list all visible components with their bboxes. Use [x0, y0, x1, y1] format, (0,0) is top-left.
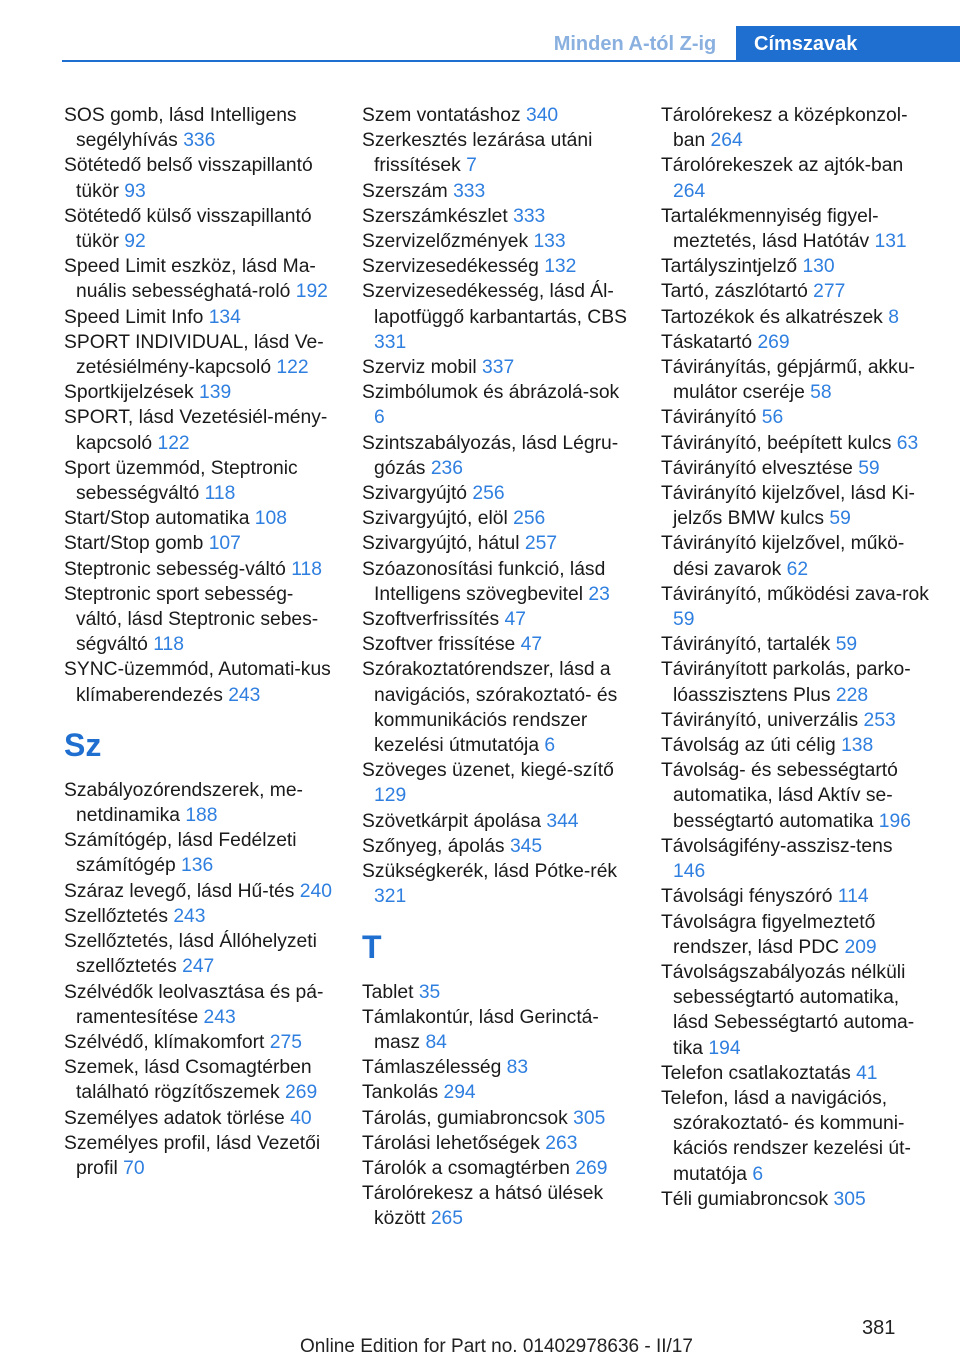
index-term: Tárolás, gumiabroncsok: [362, 1107, 568, 1129]
page-reference-link[interactable]: 236: [430, 457, 463, 479]
index-term: Távirányító, tartalék: [661, 634, 831, 656]
page-reference-link[interactable]: 305: [833, 1188, 866, 1210]
index-term: Szivargyújtó: [362, 483, 468, 505]
index-term: Távirányító elvesztése: [661, 457, 853, 479]
index-term: Sportkijelzések: [64, 382, 194, 404]
index-term: Téli gumiabroncsok: [661, 1188, 829, 1210]
page-reference-link[interactable]: 194: [708, 1037, 741, 1059]
header-section-title: Minden A-tól Z-ig: [553, 33, 717, 55]
page-reference-link[interactable]: 333: [453, 180, 486, 202]
index-term: Tartozékok és alkatrészek: [661, 306, 883, 328]
page-reference-link[interactable]: 122: [276, 357, 309, 379]
index-entry: [64, 204, 336, 254]
index-term: Szemek, lásd Csomagtérben található rögzítőszemek: [64, 1057, 312, 1104]
index-entry: [64, 557, 336, 582]
page-reference-link[interactable]: 118: [291, 558, 322, 580]
index-term: Telefon csatlakoztatás: [661, 1062, 851, 1084]
index-term: Szellőztetés, lásd Állóhelyzeti szellőztetés: [64, 931, 317, 978]
index-term: Szoftverfrissítés: [362, 609, 500, 631]
index-term: Távirányított parkolás, parko-lóasszisztens Plus: [661, 659, 911, 706]
index-term: Szőnyeg, ápolás: [362, 835, 505, 857]
index-term: Táskatartó: [661, 331, 753, 353]
index-entry: [661, 733, 929, 758]
page-reference-link[interactable]: 47: [520, 634, 543, 656]
index-term: Tárolórekesz a hátsó ülések között: [362, 1183, 604, 1230]
page-reference-link[interactable]: 59: [829, 508, 851, 530]
index-term: Távirányító kijelzővel, műkö-dési zavarok: [661, 533, 905, 580]
page-reference-link[interactable]: 131: [874, 231, 907, 253]
index-entry: [64, 380, 336, 405]
page-reference-link[interactable]: 305: [573, 1107, 606, 1129]
page-reference-link[interactable]: 340: [525, 105, 559, 126]
index-entry: [661, 254, 929, 279]
index-term: Távolságifény-asszisz-tens: [661, 835, 893, 857]
page-reference-link[interactable]: 269: [757, 331, 790, 353]
page-reference-link[interactable]: 136: [181, 855, 214, 877]
index-entry: [661, 834, 929, 884]
index-term: Távolság az úti célig: [661, 735, 836, 757]
page-reference-link[interactable]: 139: [199, 382, 232, 404]
index-term: Telefon, lásd a navigációs, szórakoztató- és kommuni-kációs rendszer kezelési út-mutatója: [661, 1087, 911, 1185]
index-term: Sport üzemmód, Steptronic sebességváltó: [64, 457, 298, 505]
index-entry: [362, 279, 634, 355]
index-entry: [362, 128, 634, 178]
page-reference-link[interactable]: 62: [786, 558, 809, 580]
index-term: Szervizesedékesség, lásd Ál-lapotfüggő karbantartás, CBS: [362, 281, 627, 328]
index-entry: [661, 204, 929, 254]
index-term: Távolság- és sebességtartó automatika, lásd Aktív se-bességtartó automatika: [661, 760, 898, 832]
index-entry: [661, 531, 929, 581]
index-entry: [661, 431, 929, 456]
page-number: 381: [862, 1317, 896, 1339]
page-reference-link[interactable]: 344: [546, 810, 579, 832]
index-term: Szerkesztés lezárása utáni frissítések: [362, 130, 593, 177]
index-letter-heading: Sz: [64, 726, 102, 763]
index-term: Távolságszabályozás nélküli sebességtartó automatika, lásd Sebességtartó automa-tika: [661, 961, 915, 1059]
page-reference-link[interactable]: 35: [418, 981, 441, 1003]
index-term: Szöveges üzenet, kiegé-szítő: [362, 760, 614, 782]
index-term: Távirányító: [661, 407, 757, 429]
page-reference-link[interactable]: 70: [123, 1157, 145, 1179]
index-entry: [362, 1080, 634, 1105]
page-reference-link[interactable]: 59: [673, 609, 695, 631]
index-term: Speed Limit eszköz, lásd Ma-nuális sebességhatá-roló: [64, 256, 316, 303]
page-reference-link[interactable]: 7: [466, 155, 477, 177]
index-term: Start/Stop automatika: [64, 508, 250, 530]
index-term: Szerviz mobil: [362, 357, 477, 379]
index-entry: [661, 153, 929, 203]
page-reference-link[interactable]: 192: [295, 281, 328, 303]
index-term: Távolsági fényszóró: [661, 886, 833, 908]
page-reference-link[interactable]: 40: [290, 1107, 312, 1129]
index-term: Szervizesedékesség: [362, 256, 539, 278]
page-reference-link[interactable]: 264: [673, 180, 706, 202]
index-term: Tankolás: [362, 1082, 439, 1104]
page-reference-link[interactable]: 138: [841, 735, 874, 757]
page-reference-link[interactable]: 58: [810, 382, 832, 404]
index-term: Személyes profil, lásd Vezetői profil: [64, 1132, 321, 1179]
index-entry: [64, 929, 336, 979]
index-entry: [661, 405, 929, 430]
index-entry: [64, 1030, 336, 1055]
index-term: Szerszám: [362, 180, 448, 202]
index-entry: [661, 708, 929, 733]
page-reference-link[interactable]: 118: [204, 483, 236, 505]
page-reference-link[interactable]: 47: [504, 609, 526, 631]
index-entry: [362, 531, 634, 556]
page-reference-link[interactable]: 118: [153, 634, 184, 656]
index-entry: [362, 809, 634, 834]
page-reference-link[interactable]: 92: [124, 231, 146, 253]
index-entry: [64, 879, 336, 904]
index-term: Szellőztetés: [64, 905, 168, 927]
page-reference-link[interactable]: 59: [858, 457, 880, 479]
index-entry: [64, 456, 336, 506]
index-term: Szóazonosítási funkció, lásd Intelligens szövegbevitel: [362, 558, 606, 605]
index-term: Személyes adatok törlése: [64, 1107, 285, 1129]
index-term: Számítógép, lásd Fedélzeti számítógép: [64, 830, 297, 877]
page-reference-link[interactable]: 132: [544, 256, 577, 278]
page-reference-link[interactable]: 228: [835, 684, 869, 706]
index-term: Tárolók a csomagtérben: [362, 1157, 570, 1179]
index-term: Szélvédők leolvasztása és pá-ramentesítése: [64, 981, 324, 1028]
index-term: SYNC-üzemmód, Automati-kus klímaberendezés: [64, 659, 331, 706]
page-reference-link[interactable]: 336: [183, 130, 216, 152]
index-entry: [362, 355, 634, 380]
index-entry: [362, 1005, 634, 1055]
index-term: Tartalékmennyiség figyel-meztetés, lásd Hatótáv: [661, 205, 879, 253]
index-term: Távirányító, működési zava-rok: [661, 583, 929, 605]
index-entry: [64, 980, 336, 1030]
page-reference-link[interactable]: 8: [888, 306, 899, 328]
page-reference-link[interactable]: 265: [430, 1208, 463, 1230]
page-reference-link[interactable]: 321: [374, 886, 407, 908]
index-entry: [362, 1131, 634, 1156]
page-reference-link[interactable]: 107: [208, 533, 241, 555]
index-entry: [362, 1156, 634, 1181]
index-entry: [362, 481, 634, 506]
index-term: Távirányítás, gépjármű, akku-mulátor cseréje: [661, 357, 915, 404]
index-entry: [362, 254, 634, 279]
page-reference-link[interactable]: 243: [228, 684, 261, 706]
index-term: Támlakontúr, lásd Gerinctá-masz: [362, 1006, 599, 1053]
index-entry: [362, 758, 634, 808]
page-reference-link[interactable]: 108: [254, 508, 287, 530]
index-entry: [362, 204, 634, 229]
page-reference-link[interactable]: 345: [509, 835, 543, 857]
index-entry: [661, 103, 929, 153]
index-term: Szabályozórendszerek, me-netdinamika: [64, 779, 303, 827]
index-term: Szoftver frissítése: [362, 634, 516, 656]
page-reference-link[interactable]: 294: [443, 1082, 476, 1104]
index-entry: [64, 153, 336, 203]
index-entry: [362, 980, 634, 1005]
page-reference-link[interactable]: 114: [837, 886, 869, 908]
index-entry: [362, 859, 634, 909]
index-term: Steptronic sport sebesség-váltó, lásd Steptronic sebes-ségváltó: [64, 583, 319, 656]
index-entry: [362, 557, 634, 607]
index-term: Távolságra figyelmeztető rendszer, lásd PDC: [661, 911, 876, 958]
index-entry: [661, 657, 929, 707]
index-entry: [64, 506, 336, 531]
page-reference-link[interactable]: 146: [673, 861, 706, 883]
page-reference-link[interactable]: 6: [374, 407, 385, 429]
index-entry: [362, 179, 634, 204]
index-entry: [661, 456, 929, 481]
index-term: Távirányító, beépített kulcs: [661, 432, 892, 454]
page-reference-link[interactable]: 196: [878, 810, 911, 832]
index-entry: [661, 1187, 929, 1212]
index-column-1: [64, 103, 336, 1181]
index-entry: [661, 1086, 929, 1187]
index-entry: [661, 481, 929, 531]
index-term: Sötétedő külső visszapillantó tükör: [64, 205, 312, 253]
index-entry: [661, 960, 929, 1061]
index-entry: [362, 1181, 634, 1231]
index-entry: [64, 103, 336, 153]
page-reference-link[interactable]: 83: [506, 1057, 529, 1079]
page-reference-link[interactable]: 263: [545, 1132, 578, 1154]
index-entry: [661, 279, 929, 304]
index-term: Steptronic sebesség-váltó: [64, 558, 286, 580]
index-entry: [661, 632, 929, 657]
index-term: Távirányító, univerzális: [661, 709, 859, 731]
page-reference-link[interactable]: 23: [588, 583, 610, 605]
page-reference-link[interactable]: 264: [710, 130, 743, 152]
page-reference-link[interactable]: 256: [513, 508, 546, 530]
index-term: Start/Stop gomb: [64, 533, 204, 555]
page-reference-link[interactable]: 243: [173, 905, 206, 927]
page-reference-link[interactable]: 269: [285, 1082, 318, 1104]
index-term: Tartályszintjelző: [661, 256, 798, 278]
index-term: Tartó, zászlótartó: [661, 281, 808, 303]
page-reference-link[interactable]: 337: [482, 357, 515, 379]
page-reference-link[interactable]: 63: [896, 432, 919, 454]
index-entry: [362, 229, 634, 254]
page-reference-link[interactable]: 240: [299, 880, 332, 902]
index-term: SPORT INDIVIDUAL, lásd Ve-zetésiélmény-kapcsoló: [64, 331, 324, 379]
index-entry: [64, 1131, 336, 1181]
index-entry: [362, 506, 634, 531]
page-reference-link[interactable]: 277: [813, 281, 846, 303]
index-entry: [362, 1106, 634, 1131]
index-term: SPORT, lásd Vezetésiél-mény-kapcsoló: [64, 407, 328, 454]
index-term: Száraz levegő, lásd Hű-tés: [64, 880, 295, 902]
index-entry: [64, 778, 336, 828]
page-reference-link[interactable]: 256: [472, 483, 505, 505]
index-entry: [362, 103, 634, 128]
index-entry: [661, 582, 929, 632]
index-term: Szivargyújtó, hátul: [362, 533, 520, 555]
index-entry: [362, 1055, 634, 1080]
index-entry: [64, 254, 336, 304]
index-term: Szivargyújtó, elöl: [362, 508, 508, 530]
index-term: Szem vontatáshoz: [362, 105, 521, 126]
index-entry: [64, 582, 336, 658]
page-reference-link[interactable]: 93: [124, 180, 146, 202]
page-reference-link[interactable]: 188: [185, 805, 218, 827]
index-entry: [362, 380, 634, 430]
index-entry: [362, 431, 634, 481]
index-letter-heading: T: [362, 928, 382, 965]
page-reference-link[interactable]: 133: [533, 231, 566, 253]
index-term: Szórakoztatórendszer, lásd a navigációs, szórakoztató- és kommunikációs rendszer kezelési útmutatója: [362, 659, 618, 757]
index-term: Szélvédő, klímakomfort: [64, 1031, 265, 1053]
index-entry: [64, 1106, 336, 1131]
page-reference-link[interactable]: 122: [157, 432, 190, 454]
index-entry: [362, 657, 634, 758]
page-reference-link[interactable]: 129: [374, 785, 407, 807]
page-reference-link[interactable]: 331: [374, 331, 407, 353]
footer-edition: Online Edition for Part no. 01402978636 - II/17: [300, 1336, 693, 1357]
page-reference-link[interactable]: 243: [203, 1006, 236, 1028]
page-reference-link[interactable]: 209: [844, 936, 877, 958]
index-entry: [661, 758, 929, 834]
page-reference-link[interactable]: 59: [835, 634, 858, 656]
index-term: Szintszabályozás, lásd Légru-gózás: [362, 432, 619, 479]
page-reference-link[interactable]: 253: [863, 709, 896, 731]
index-entry: [64, 904, 336, 929]
index-entry: [64, 657, 336, 707]
index-term: SOS gomb, lásd Intelligens segélyhívás: [64, 105, 297, 152]
index-entry: [661, 1061, 929, 1086]
page-reference-link[interactable]: 6: [544, 735, 556, 757]
page-reference-link[interactable]: 56: [761, 407, 784, 429]
index-term: Szerszámkészlet: [362, 205, 508, 227]
index-entry: [64, 1055, 336, 1105]
index-term: Speed Limit Info: [64, 306, 204, 328]
header-section-active: Címszavak: [736, 26, 960, 62]
page-reference-link[interactable]: 84: [425, 1031, 447, 1053]
index-term: Tárolórekesz a középkonzol-ban: [661, 105, 908, 152]
index-term: Szükségkerék, lásd Pótke-rék: [362, 861, 618, 883]
index-term: Sötétedő belső visszapillantó tükör: [64, 155, 313, 202]
index-entry: [64, 531, 336, 556]
index-term: Tárolási lehetőségek: [362, 1132, 540, 1154]
page-reference-link[interactable]: 134: [208, 306, 241, 328]
index-column-2: [362, 103, 634, 1232]
index-entry: [64, 828, 336, 878]
index-entry: [661, 910, 929, 960]
index-term: Távirányító kijelzővel, lásd Ki-jelzős BMW kulcs: [661, 483, 915, 530]
page-reference-link[interactable]: 257: [524, 533, 558, 555]
index-term: Tablet: [362, 981, 414, 1003]
index-entry: [362, 834, 634, 859]
index-entry: [64, 330, 336, 380]
index-column-3: [661, 103, 929, 1212]
page-reference-link[interactable]: 275: [269, 1031, 302, 1053]
index-term: Szervizelőzmények: [362, 231, 529, 253]
page-reference-link[interactable]: 6: [752, 1163, 764, 1185]
index-entry: [362, 632, 634, 657]
index-entry: [64, 305, 336, 330]
index-entry: [64, 405, 336, 455]
index-entry: [661, 884, 929, 909]
index-term: Szimbólumok és ábrázolá-sok: [362, 382, 620, 404]
page-reference-link[interactable]: 269: [575, 1157, 608, 1179]
page-reference-link[interactable]: 41: [856, 1062, 878, 1084]
index-entry: [661, 355, 929, 405]
index-entry: [661, 305, 929, 330]
index-entry: [362, 607, 634, 632]
page-reference-link[interactable]: 130: [802, 256, 835, 278]
page-reference-link[interactable]: 333: [513, 205, 546, 227]
index-term: Támlaszélesség: [362, 1057, 502, 1079]
index-entry: [661, 330, 929, 355]
index-term: Szövetkárpit ápolása: [362, 810, 541, 832]
index-term: Tárolórekeszek az ajtók-ban: [661, 155, 904, 177]
page-reference-link[interactable]: 247: [182, 956, 215, 978]
